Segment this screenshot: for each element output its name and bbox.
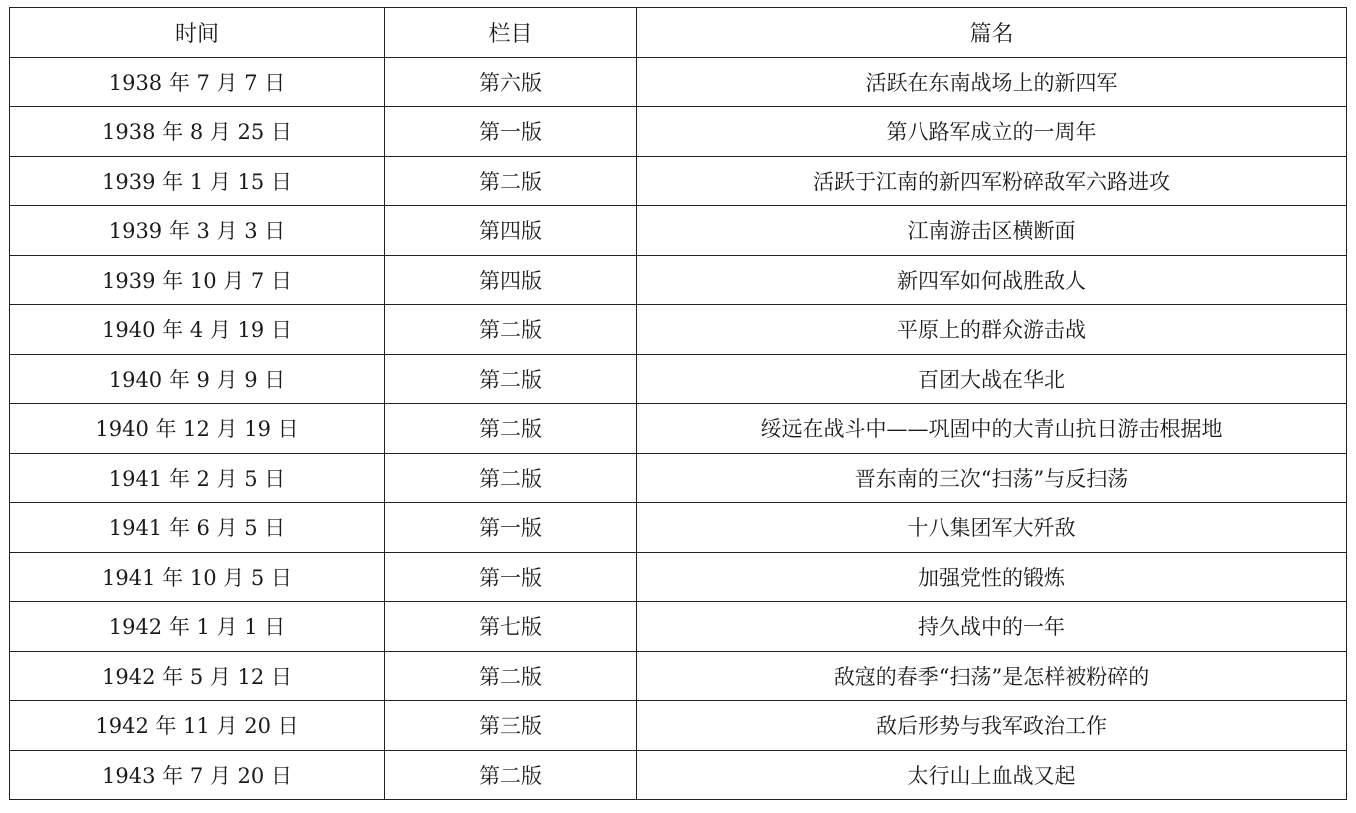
- cell-date: 1938 年 7 月 7 日: [10, 57, 385, 107]
- header-title: 篇名: [637, 8, 1347, 58]
- cell-date: 1939 年 1 月 15 日: [10, 156, 385, 206]
- cell-date: 1941 年 10 月 5 日: [10, 552, 385, 602]
- table-row: [10, 57, 1347, 107]
- cell-section: 第四版: [385, 206, 637, 256]
- cell-date: 1942 年 11 月 20 日: [10, 701, 385, 751]
- cell-date: 1940 年 12 月 19 日: [10, 404, 385, 454]
- cell-section: 第六版: [385, 57, 637, 107]
- cell-date: 1939 年 10 月 7 日: [10, 255, 385, 305]
- cell-section: 第二版: [385, 354, 637, 404]
- table-row: [10, 750, 1347, 800]
- cell-section: 第一版: [385, 552, 637, 602]
- cell-title: 晋东南的三次“扫荡”与反扫荡: [637, 453, 1347, 503]
- cell-date: 1941 年 6 月 5 日: [10, 503, 385, 553]
- table-row: [10, 701, 1347, 751]
- cell-date: 1941 年 2 月 5 日: [10, 453, 385, 503]
- header-section: 栏目: [385, 8, 637, 58]
- table-row: [10, 305, 1347, 355]
- cell-date: 1943 年 7 月 20 日: [10, 750, 385, 800]
- cell-section: 第三版: [385, 701, 637, 751]
- cell-title: 活跃于江南的新四军粉碎敌军六路进攻: [637, 156, 1347, 206]
- table-row: [10, 255, 1347, 305]
- cell-section: 第二版: [385, 453, 637, 503]
- cell-title: 加强党性的锻炼: [637, 552, 1347, 602]
- table-row: [10, 354, 1347, 404]
- cell-title: 持久战中的一年: [637, 602, 1347, 652]
- table-header-row: [10, 8, 1347, 58]
- table-row: [10, 107, 1347, 157]
- table-body: [10, 57, 1347, 800]
- table-row: [10, 552, 1347, 602]
- articles-table: [9, 7, 1347, 800]
- cell-date: 1939 年 3 月 3 日: [10, 206, 385, 256]
- cell-date: 1942 年 1 月 1 日: [10, 602, 385, 652]
- cell-section: 第一版: [385, 503, 637, 553]
- cell-title: 江南游击区横断面: [637, 206, 1347, 256]
- cell-title: 新四军如何战胜敌人: [637, 255, 1347, 305]
- cell-section: 第四版: [385, 255, 637, 305]
- cell-section: 第二版: [385, 404, 637, 454]
- cell-title: 敌后形势与我军政治工作: [637, 701, 1347, 751]
- cell-section: 第二版: [385, 305, 637, 355]
- table-row: [10, 404, 1347, 454]
- table-row: [10, 206, 1347, 256]
- cell-section: 第二版: [385, 651, 637, 701]
- cell-date: 1940 年 4 月 19 日: [10, 305, 385, 355]
- cell-title: 活跃在东南战场上的新四军: [637, 57, 1347, 107]
- cell-section: 第二版: [385, 750, 637, 800]
- cell-date: 1938 年 8 月 25 日: [10, 107, 385, 157]
- cell-title: 敌寇的春季“扫荡”是怎样被粉碎的: [637, 651, 1347, 701]
- cell-title: 十八集团军大歼敌: [637, 503, 1347, 553]
- header-date: 时间: [10, 8, 385, 58]
- cell-title: 百团大战在华北: [637, 354, 1347, 404]
- cell-section: 第一版: [385, 107, 637, 157]
- cell-section: 第七版: [385, 602, 637, 652]
- cell-title: 太行山上血战又起: [637, 750, 1347, 800]
- cell-title: 绥远在战斗中——巩固中的大青山抗日游击根据地: [637, 404, 1347, 454]
- cell-date: 1942 年 5 月 12 日: [10, 651, 385, 701]
- table-row: [10, 156, 1347, 206]
- table-row: [10, 503, 1347, 553]
- table-row: [10, 651, 1347, 701]
- cell-title: 第八路军成立的一周年: [637, 107, 1347, 157]
- cell-section: 第二版: [385, 156, 637, 206]
- table-row: [10, 453, 1347, 503]
- cell-title: 平原上的群众游击战: [637, 305, 1347, 355]
- table-row: [10, 602, 1347, 652]
- cell-date: 1940 年 9 月 9 日: [10, 354, 385, 404]
